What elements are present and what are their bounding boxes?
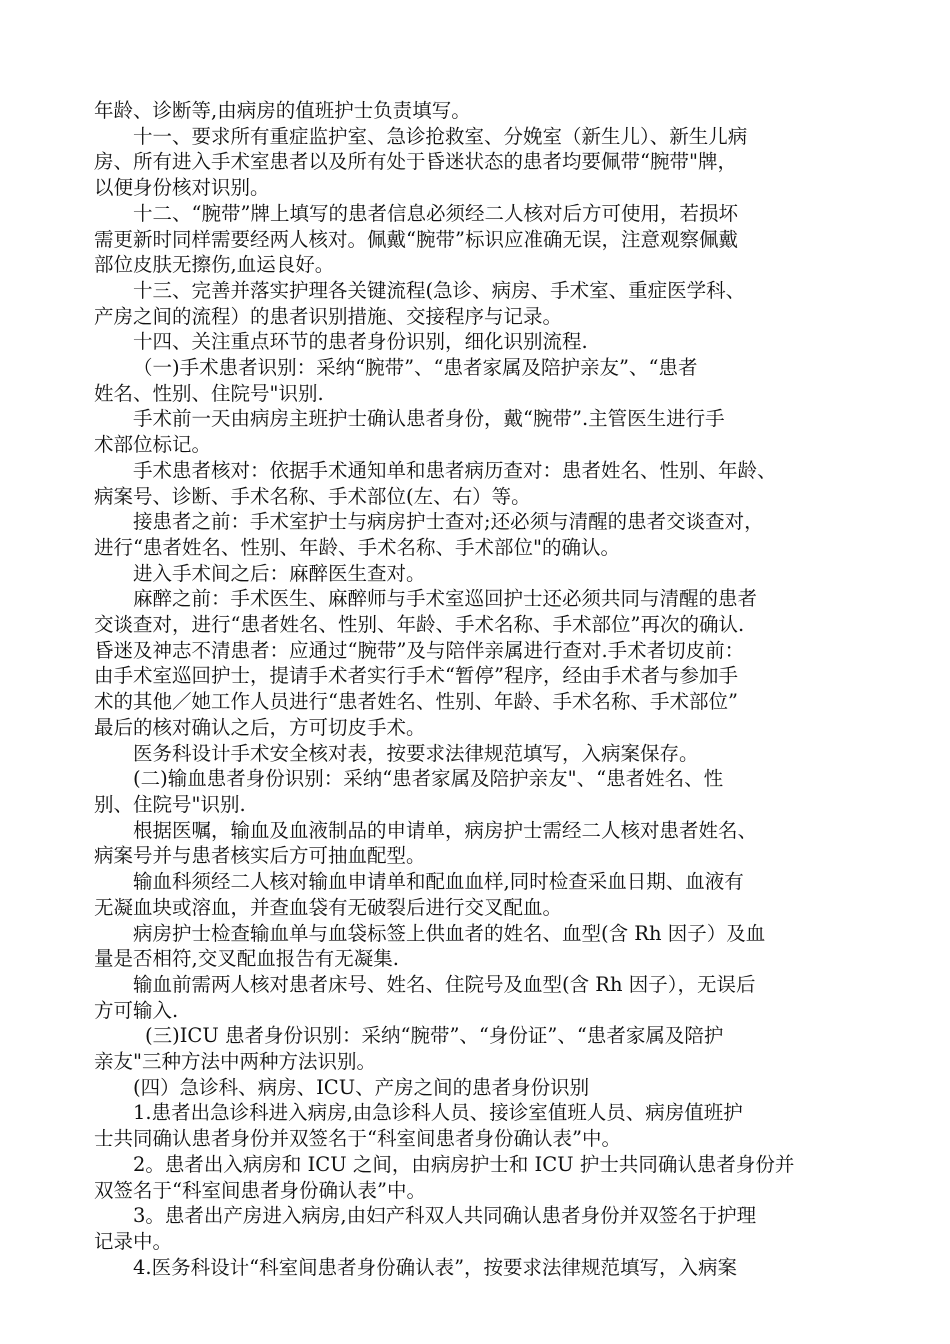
text-line: 手术前一天由病房主班护士确认患者身份，戴“腕带”.主管医生进行手	[133, 407, 725, 431]
text-line: 十四、关注重点环节的患者身份识别，细化识别流程.	[133, 330, 588, 354]
text-line: 别、住院号"识别.	[94, 792, 246, 816]
text-line: 麻醉之前：手术医生、麻醉师与手术室巡回护士还必须共同与清醒的患者	[133, 587, 758, 611]
text-line: 术的其他／她工作人员进行“患者姓名、性别、年龄、手术名称、手术部位”	[94, 690, 738, 714]
text-line: 输血前需两人核对患者床号、姓名、住院号及血型(含 Rh 因子），无误后	[133, 972, 756, 996]
text-line: 十二、“腕带”牌上填写的患者信息必须经二人核对后方可使用，若损坏	[133, 201, 738, 225]
text-line: 接患者之前：手术室护士与病房护士查对;还必须与清醒的患者交谈查对，	[133, 510, 764, 534]
text-line: 进入手术间之后：麻醉医生查对。	[133, 561, 426, 585]
text-line: 3。患者出产房进入病房,由妇产科双人共同确认患者身份并双签名于护理	[133, 1204, 757, 1228]
text-line: 记录中。	[94, 1229, 173, 1253]
text-line: 术部位标记。	[94, 433, 212, 457]
text-line: 年龄、诊断等,由病房的值班护士负责填写。	[94, 99, 471, 122]
text-line: 亲友"三种方法中两种方法识别。	[94, 1050, 376, 1074]
text-line: 由手术室巡回护士，提请手术者实行手术“暂停”程序，经由手术者与参加手	[94, 664, 738, 688]
text-line: 需更新时同样需要经两人核对。佩戴“腕带”标识应准确无误，注意观察佩戴	[94, 227, 738, 251]
text-line: 房、所有进入手术室患者以及所有处于昏迷状态的患者均要佩带“腕带"牌，	[94, 150, 737, 174]
text-line: 昏迷及神志不清患者：应通过“腕带”及与陪伴亲属进行查对.手术者切皮前：	[94, 638, 745, 662]
text-line: 量是否相符,交叉配血报告有无凝集.	[94, 947, 399, 971]
text-line: 1.患者出急诊科进入病房,由急诊科人员、接诊室值班人员、病房值班护	[133, 1101, 743, 1125]
text-line: 以便身份核对识别。	[94, 176, 270, 200]
text-line: 病案号并与患者核实后方可抽血配型。	[94, 844, 426, 868]
text-line: 2。患者出入病房和 ICU 之间，由病房护士和 ICU 护士共同确认患者身份并	[133, 1152, 795, 1176]
text-line: 进行“患者姓名、性别、年龄、手术名称、手术部位"的确认。	[94, 535, 620, 559]
text-line: 双签名于“科室间患者身份确认表”中。	[94, 1178, 426, 1202]
text-line: 医务科设计手术安全核对表，按要求法律规范填写，入病案保存。	[133, 741, 699, 765]
text-line: 姓名、性别、住院号"识别.	[94, 381, 324, 405]
text-line: (三)ICU 患者身份识别：采纳“腕带”、“身份证”、“患者家属及陪护	[145, 1024, 724, 1048]
text-line: 最后的核对确认之后，方可切皮手术。	[94, 715, 426, 739]
text-line: 根据医嘱，输血及血液制品的申请单，病房护士需经二人核对患者姓名、	[133, 818, 758, 842]
text-line: 方可输入.	[94, 998, 179, 1022]
text-line: 无凝血块或溶血，并查血袋有无破裂后进行交叉配血。	[94, 895, 563, 919]
text-line: （一)手术患者识别：采纳“腕带”、“患者家属及陪护亲友”、“患者	[133, 356, 698, 380]
text-line: 士共同确认患者身份并双签名于“科室间患者身份确认表”中。	[94, 1127, 621, 1151]
text-line: (四）急诊科、病房、ICU、产房之间的患者身份识别	[133, 1075, 590, 1099]
text-line: 十一、要求所有重症监护室、急诊抢救室、分娩室（新生儿）、新生儿病	[133, 124, 748, 148]
text-line: 手术患者核对：依据手术通知单和患者病历查对：患者姓名、性别、年龄、	[133, 458, 777, 482]
text-line: 输血科须经二人核对输血申请单和配血血样,同时检查采血日期、血液有	[133, 870, 744, 894]
text-line: 产房之间的流程）的患者识别措施、交接程序与记录。	[94, 304, 563, 328]
text-line: 病房护士检查输血单与血袋标签上供血者的姓名、血型(含 Rh 因子）及血	[133, 921, 766, 945]
document-page	[94, 98, 864, 1280]
text-line: (二)输血患者身份识别：采纳“患者家属及陪护亲友"、“患者姓名、性	[133, 767, 724, 791]
text-line: 4.医务科设计“科室间患者身份确认表”，按要求法律规范填写，入病案	[133, 1255, 738, 1279]
text-line: 交谈查对，进行“患者姓名、性别、年龄、手术名称、手术部位”再次的确认.	[94, 613, 745, 637]
text-line: 十三、完善并落实护理各关键流程(急诊、病房、手术室、重症医学科、	[133, 278, 746, 302]
text-line: 部位皮肤无擦伤,血运良好。	[94, 253, 335, 277]
text-line: 病案号、诊断、手术名称、手术部位(左、右）等。	[94, 484, 531, 508]
